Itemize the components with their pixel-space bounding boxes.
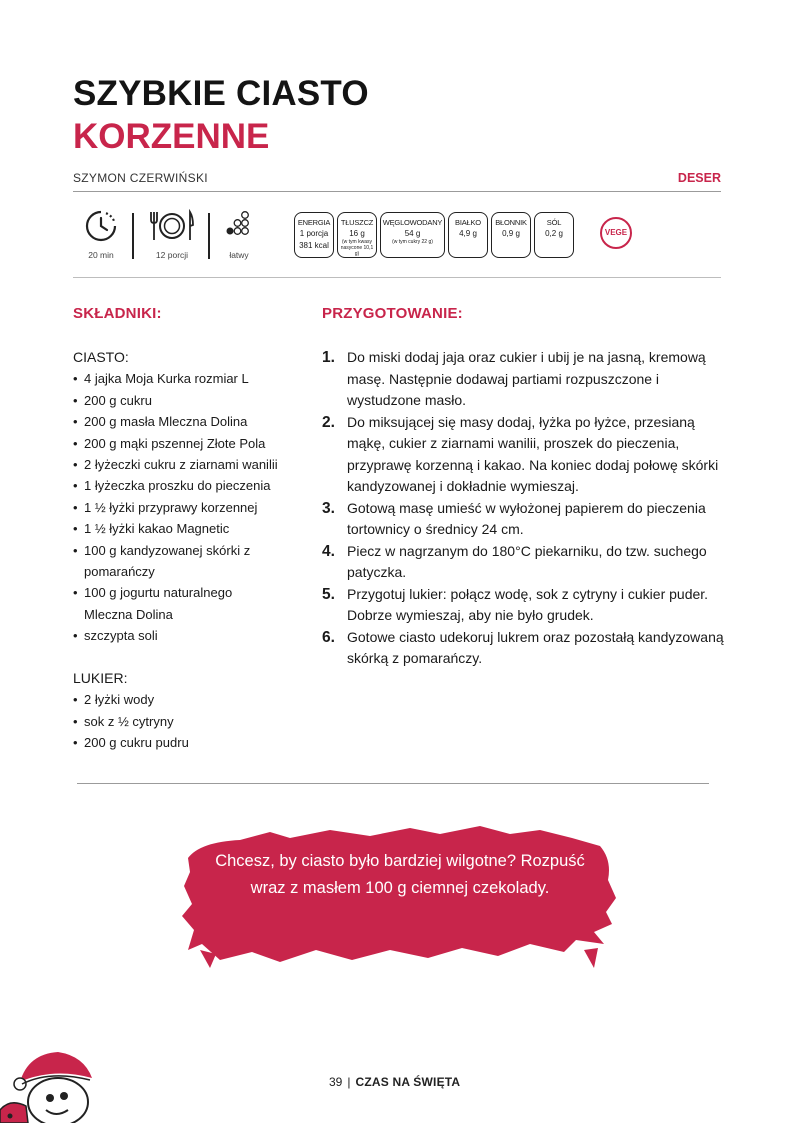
ingredient-item: • 2 łyżki wody: [73, 689, 303, 710]
author-name: SZYMON CZERWIŃSKI: [73, 171, 208, 185]
step-text: Do miski dodaj jaja oraz cukier i ubij je na jasną, kremową masę. Następnie dodawaj partiami rozpuszczone i wystudzone masło.: [347, 349, 706, 408]
nutrition-carbs: [380, 212, 445, 258]
ingredient-group-items: [73, 689, 303, 753]
step-number: 2.: [322, 413, 335, 431]
divider: [77, 783, 709, 784]
preparation-steps: [322, 347, 724, 670]
nutrition-name: BŁONNIK: [495, 218, 527, 227]
vege-badge: VEGE: [600, 217, 632, 249]
ingredient-item: • 1 ½ łyżki kakao Magnetic: [73, 518, 303, 539]
step-number: 6.: [322, 628, 335, 646]
nutrition-value: 54 g: [404, 229, 421, 238]
nutrition-value: 16 g: [349, 229, 365, 238]
recipe-category: DESER: [677, 171, 721, 185]
ingredient-item: • 100 g kandyzowanej skórki z pomarańczy: [73, 540, 254, 583]
time-label: 20 min: [88, 250, 114, 260]
difficulty-label: łatwy: [229, 250, 249, 260]
santa-mascot-icon: [0, 1040, 100, 1123]
preparation-step: [322, 412, 724, 498]
nutrition-name: BIAŁKO: [455, 218, 481, 227]
step-number: 1.: [322, 349, 335, 366]
step-number: 5.: [322, 585, 335, 603]
ingredient-group-title: LUKIER:: [73, 670, 128, 687]
ingredient-item: • 200 g mąki pszennej Złote Pola: [73, 433, 303, 454]
ingredients-heading: SKŁADNIKI:: [73, 305, 162, 322]
ingredient-group-items: [73, 368, 303, 646]
nutrition-name: SÓL: [546, 218, 562, 227]
portions-info: [145, 209, 199, 260]
ingredient-item: • 200 g cukru pudru: [73, 732, 303, 753]
preparation-step: [322, 627, 724, 670]
ingredient-item: • 4 jajka Moja Kurka rozmiar L: [73, 368, 303, 389]
divider: [73, 277, 721, 278]
nutrition-value: 381 kcal: [299, 241, 329, 250]
tip-box: [180, 820, 620, 970]
preparation-step: [322, 584, 724, 627]
nutrition-note: (w tym cukry 22 g): [392, 239, 433, 245]
ingredient-item: • 1 łyżeczka proszku do pieczenia: [73, 475, 303, 496]
divider: [73, 191, 721, 192]
step-text: Przygotuj lukier: połącz wodę, sok z cytryny i cukier puder. Dobrze wymieszaj, aby nie było grudek.: [347, 585, 709, 623]
nutrition-salt: [534, 212, 574, 258]
difficulty-info: [221, 209, 257, 260]
ingredient-item: • szczypta soli: [73, 625, 303, 646]
preparation-step: [322, 541, 724, 584]
step-number: 3.: [322, 499, 335, 517]
recipe-title-line1: SZYBKIE CIASTO: [73, 74, 369, 113]
step-text: Do miksującej się masy dodaj, łyżka po łyżce, przesianą mąkę, cukier z ziarnami wanilii, proszek do pieczenia, przyprawę korzenną i kakao. Na koniec dodaj połowę skórki kandyzowanej i dokładnie wymieszaj.: [347, 413, 719, 494]
nutrition-value: 4,9 g: [459, 229, 477, 238]
nutrition-energy: [294, 212, 334, 258]
separator: [132, 213, 134, 259]
time-info: [79, 209, 123, 260]
difficulty-dots-icon: [225, 209, 253, 243]
tip-text: Chcesz, by ciasto było bardziej wilgotne? Rozpuść wraz z masłem 100 g ciemnej czekolady.: [215, 852, 585, 897]
plate-cutlery-icon: [149, 209, 195, 243]
ingredient-item: • 100 g jogurtu naturalnego Mleczna Dolina: [73, 582, 254, 625]
nutrition-value: 0,2 g: [545, 229, 563, 238]
ingredient-item: • 200 g masła Mleczna Dolina: [73, 411, 303, 432]
step-text: Gotową masę umieść w wyłożonej papierem do pieczenia tortownicy o średnicy 24 cm.: [347, 499, 706, 537]
nutrition-value: 1 porcja: [299, 229, 329, 238]
page-number: 39: [329, 1075, 343, 1089]
nutrition-name: WĘGLOWODANY: [382, 218, 443, 227]
step-text: Piecz w nagrzanym do 180°C piekarniku, do tzw. suchego patyczka.: [347, 542, 707, 580]
clock-icon: [84, 209, 118, 243]
recipe-title-line2: KORZENNE: [73, 117, 270, 156]
publication-title: CZAS NA ŚWIĘTA: [355, 1075, 461, 1089]
ingredient-item: • 2 łyżeczki cukru z ziarnami wanilii: [73, 454, 303, 475]
nutrition-note: (w tym kwasy nasycone 10,1 g): [340, 239, 374, 257]
nutrition-protein: [448, 212, 488, 258]
footer-separator: |: [347, 1075, 351, 1089]
nutrition-fiber: [491, 212, 531, 258]
step-number: 4.: [322, 542, 335, 560]
preparation-step: [322, 347, 724, 412]
preparation-step: [322, 498, 724, 541]
ingredient-item: • 1 ½ łyżki przyprawy korzennej: [73, 497, 303, 518]
ingredient-item: • 200 g cukru: [73, 390, 303, 411]
nutrition-name: TŁUSZCZ: [340, 218, 374, 227]
nutrition-value: 0,9 g: [502, 229, 520, 238]
separator: [208, 213, 210, 259]
step-text: Gotowe ciasto udekoruj lukrem oraz pozostałą kandyzowaną skórką z pomarańczy.: [347, 628, 724, 666]
page-footer: [329, 1075, 460, 1089]
ingredients-list: [73, 347, 303, 754]
preparation-heading: PRZYGOTOWANIE:: [322, 305, 463, 322]
recipe-info-bar: [73, 205, 721, 269]
ingredient-group-title: CIASTO:: [73, 349, 129, 365]
nutrition-name: ENERGIA: [297, 218, 331, 227]
ingredient-item: • sok z ½ cytryny: [73, 711, 303, 732]
nutrition-fat: [337, 212, 377, 258]
portions-label: 12 porcji: [155, 250, 189, 260]
